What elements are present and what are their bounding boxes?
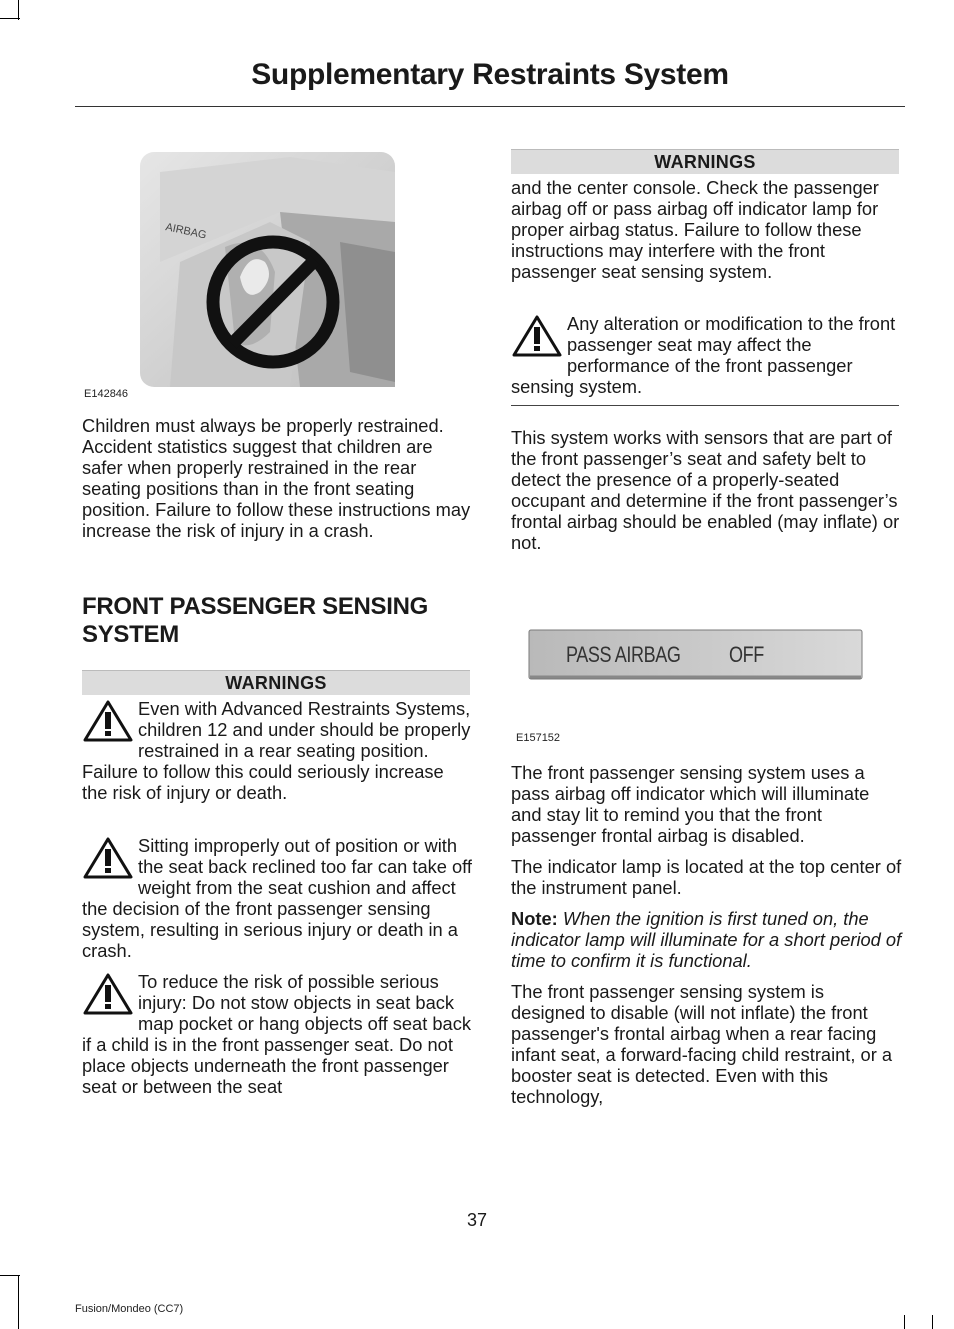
- warning-text: Sitting improperly out of position or with the seat back reclined too far can take off weight from the seat cushion and affect the decision of the front passenger sensing system, resulting in serious injury or death in a crash.: [82, 835, 473, 961]
- warning-text: Even with Advanced Restraints Systems, children 12 and under should be properly restrained in a rear seating position. Failure to follow this could seriously increase the risk of injury or death.: [82, 698, 471, 803]
- header-rule: [75, 106, 905, 107]
- section-heading: FRONT PASSENGER SENSING SYSTEM: [82, 593, 429, 648]
- warnings-header: WARNINGS: [511, 149, 899, 174]
- note-paragraph: [511, 908, 903, 971]
- crop-mark: [18, 1275, 19, 1329]
- crop-mark: [18, 0, 19, 20]
- warning-triangle-icon: [82, 971, 134, 1017]
- figure-code: E142846: [84, 388, 129, 400]
- indicator-pass-airbag-text: PASS AIRBAG: [566, 642, 681, 667]
- crop-mark: [932, 1315, 933, 1329]
- warning-text: Any alteration or modification to the front passenger seat may affect the performance of the front passenger sensing system.: [511, 313, 896, 397]
- warning-triangle-icon: [511, 313, 563, 359]
- note-text: When the ignition is first tuned on, the indicator lamp will illuminate for a short period of time to confirm it is functional.: [511, 908, 902, 971]
- page-title: Supplementary Restraints System: [251, 58, 729, 91]
- crop-mark: [904, 1315, 905, 1329]
- pass-airbag-off-indicator-figure: [528, 629, 864, 683]
- warning-triangle-icon: [82, 835, 134, 881]
- warning-item: [82, 971, 472, 1097]
- indicator-paragraph: The front passenger sensing system uses a pass airbag off indicator which will illuminate and stay lit to remind you that the front passenger frontal airbag is disabled.: [511, 762, 870, 846]
- warnings-header: WARNINGS: [82, 670, 470, 695]
- note-label: Note:: [511, 908, 558, 929]
- crop-mark: [0, 18, 20, 19]
- sensor-paragraph: This system works with sensors that are part of the front passenger’s seat and safety belt to detect the presence of a properly-seated occupant and determine if the front passenger’s frontal airbag should be enabled (may inflate) or not.: [511, 427, 900, 553]
- airbag-figure-label: AIRBAG: [164, 221, 208, 242]
- indicator-off-text: OFF: [729, 642, 764, 667]
- warnings-end-rule: [511, 405, 899, 406]
- warning-triangle-icon: [82, 698, 134, 744]
- warning-continuation: and the center console. Check the passenger airbag off or pass airbag off indicator lamp for proper airbag status. Failure to follow these instructions may interfere with the front passenger seat sensing system.: [511, 177, 879, 282]
- disable-paragraph: The front passenger sensing system is designed to disable (will not inflate) the front passenger's frontal airbag when a rear facing infant seat, a forward-facing child restraint, or a booster seat is detected. Even with this technology,: [511, 981, 893, 1107]
- warning-item: [511, 313, 901, 397]
- warning-text: To reduce the risk of possible serious injury: Do not stow objects in seat back map pocket or hang objects off seat back if a child is in the front passenger seat. Do not place objects underneath the front passenger seat or between the seat: [82, 971, 471, 1097]
- warning-item: [82, 835, 472, 961]
- child-restraint-paragraph: Children must always be properly restrained. Accident statistics suggest that children are safer when properly restrained in the rear seating positions than in the front seating position. Failure to follow these instructions may increase the risk of injury in a crash.: [82, 415, 471, 541]
- page-number: 37: [466, 1210, 488, 1230]
- figure-code: E157152: [516, 732, 561, 744]
- crop-mark: [0, 1275, 20, 1276]
- airbag-child-seat-figure: [140, 152, 402, 392]
- lamp-location-paragraph: The indicator lamp is located at the top center of the instrument panel.: [511, 856, 902, 898]
- footer-model: Fusion/Mondeo (CC7): [75, 1303, 184, 1315]
- warning-item: [82, 698, 472, 803]
